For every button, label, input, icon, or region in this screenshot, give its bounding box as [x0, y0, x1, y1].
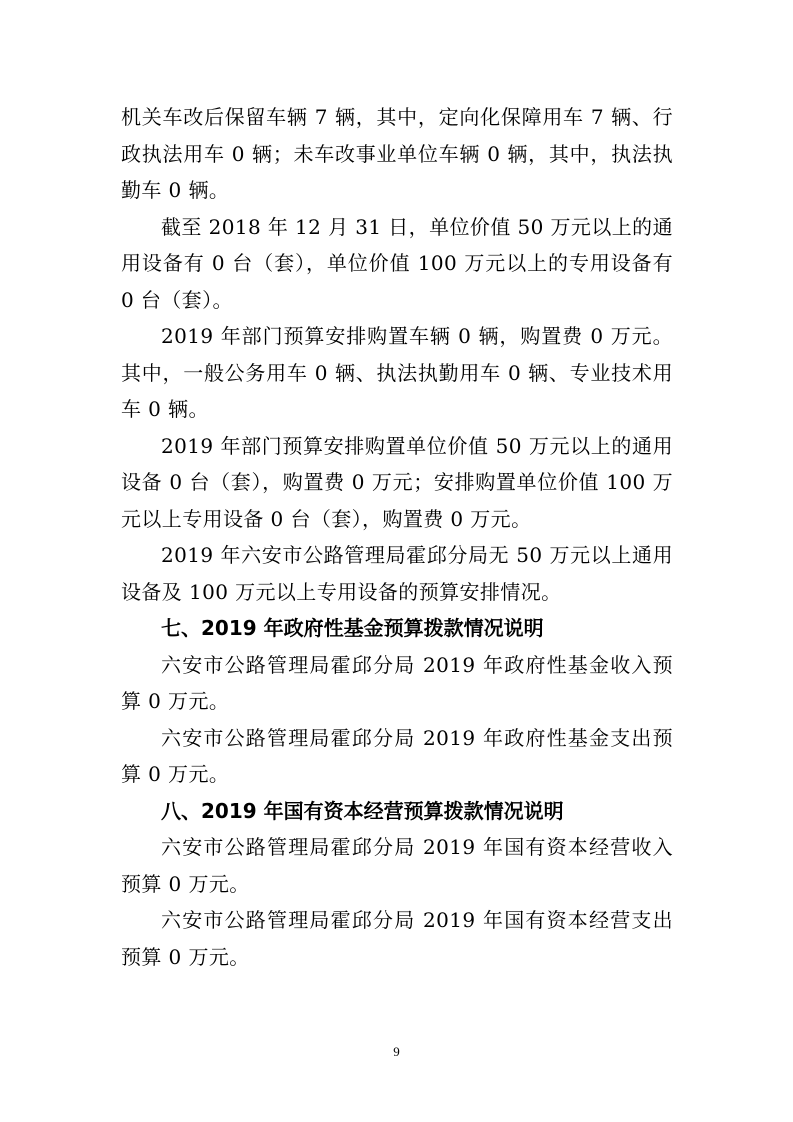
paragraph-equipment-purchase-budget: 2019 年部门预算安排购置单位价值 50 万元以上的通用设备 0 台（套），购置费 0 万元；安排购置单位价值 100 万元以上专用设备 0 台（套），购置费 0 万元。 — [121, 433, 673, 531]
section-heading-government-fund: 七、2019 年政府性基金预算拨款情况说明 — [161, 616, 544, 640]
section-heading-state-capital: 八、2019 年国有资本经营预算拨款情况说明 — [161, 798, 564, 823]
paragraph-equipment-as-of-2018: 截至 2018 年 12 月 31 日，单位价值 50 万元以上的通用设备有 0 台（套），单位价值 100 万元以上的专用设备有 0 台（套）。 — [121, 214, 673, 312]
page-number: 9 — [393, 1044, 400, 1059]
paragraph-vehicle-purchase-budget: 2019 年部门预算安排购置车辆 0 辆，购置费 0 万元。其中，一般公务用车 0 辆、执法执勤用车 0 辆、专业技术用车 0 辆。 — [121, 324, 673, 421]
paragraph-no-equipment-budget: 2019 年六安市公路管理局霍邱分局无 50 万元以上通用设备及 100 万元以上专用设备的预算安排情况。 — [121, 543, 673, 604]
paragraph-state-capital-expenditure: 六安市公路管理局霍邱分局 2019 年国有资本经营支出预算 0 万元。 — [121, 908, 673, 969]
page-body — [121, 99, 673, 975]
paragraph-government-fund-expenditure: 六安市公路管理局霍邱分局 2019 年政府性基金支出预算 0 万元。 — [121, 725, 673, 786]
paragraph-state-capital-income: 六安市公路管理局霍邱分局 2019 年国有资本经营收入预算 0 万元。 — [121, 835, 673, 896]
paragraph-government-fund-income: 六安市公路管理局霍邱分局 2019 年政府性基金收入预算 0 万元。 — [121, 652, 673, 713]
paragraph-vehicles-retained: 机关车改后保留车辆 7 辆，其中，定向化保障用车 7 辆、行政执法用车 0 辆；未车改事业单位车辆 0 辆，其中，执法执勤车 0 辆。 — [121, 105, 673, 202]
